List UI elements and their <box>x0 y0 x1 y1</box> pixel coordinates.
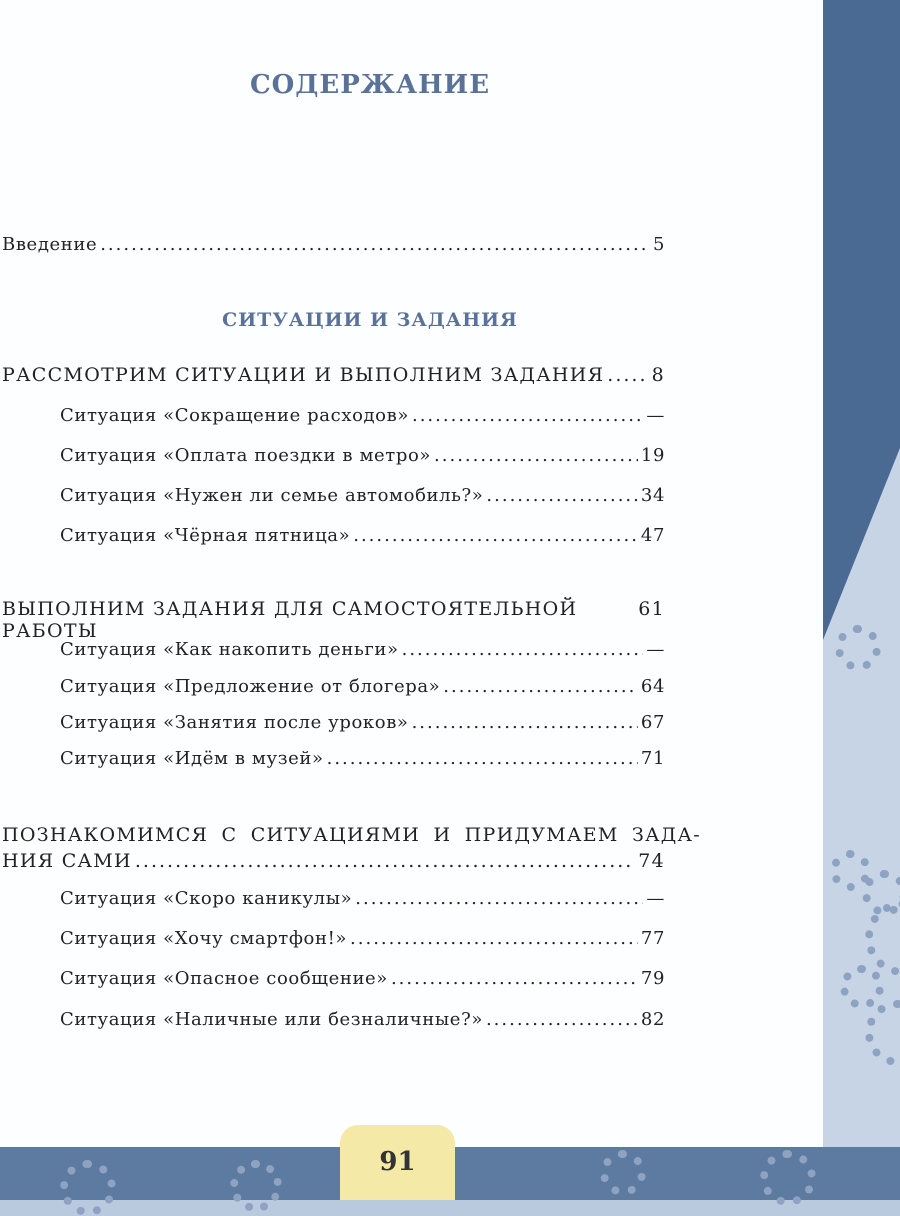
entry-label: Ситуация «Предложение от блогера» <box>60 676 441 697</box>
entry-label: Ситуация «Опасное сообщение» <box>60 968 388 989</box>
toc-group-label-line1[interactable]: ПОЗНАКОМИМСЯ С СИТУАЦИЯМИ И ПРИДУМАЕМ ЗАДА- <box>2 824 701 846</box>
toc-item[interactable] <box>60 445 665 466</box>
dot-leader <box>434 445 638 466</box>
dot-leader <box>607 364 648 386</box>
entry-label: Ситуация «Хочу смартфон!» <box>60 928 348 949</box>
dot-leader <box>443 676 638 697</box>
dot-leader <box>355 888 643 909</box>
toc-group[interactable] <box>2 598 665 642</box>
gear-icon <box>60 1160 116 1216</box>
entry-page: 47 <box>640 525 665 546</box>
dot-leader <box>412 712 638 733</box>
entry-page: 71 <box>640 748 665 769</box>
entry-page: 64 <box>640 676 665 697</box>
toc-item[interactable] <box>60 968 665 989</box>
entry-label: Ситуация «Оплата поездки в метро» <box>60 445 432 466</box>
dot-leader <box>353 525 638 546</box>
dot-leader <box>350 928 638 949</box>
entry-page: 74 <box>638 850 665 872</box>
entry-page: — <box>646 639 665 660</box>
entry-label: Ситуация «Нужен ли семье автомобиль?» <box>60 485 484 506</box>
entry-label: Ситуация «Идём в музей» <box>60 748 324 769</box>
toc-item[interactable] <box>60 888 665 909</box>
entry-page: 79 <box>640 968 665 989</box>
toc-group[interactable] <box>2 364 665 386</box>
toc-entry-intro[interactable] <box>2 234 665 255</box>
gear-icon <box>760 1150 816 1206</box>
entry-label: Ситуация «Наличные или безналичные?» <box>60 1009 483 1030</box>
dot-leader <box>100 234 650 255</box>
dot-leader <box>486 1009 638 1030</box>
dot-leader <box>402 639 644 660</box>
entry-label: Ситуация «Как накопить деньги» <box>60 639 399 660</box>
entry-label: ВЫПОЛНИМ ЗАДАНИЯ ДЛЯ САМОСТОЯТЕЛЬНОЙ РАБОТЫ <box>2 598 578 642</box>
entry-page: — <box>646 405 665 426</box>
entry-label: Ситуация «Сокращение расходов» <box>60 405 409 426</box>
toc-item[interactable] <box>60 1009 665 1030</box>
entry-page: 77 <box>640 928 665 949</box>
entry-page: 67 <box>640 712 665 733</box>
dot-leader <box>412 405 643 426</box>
gear-icon <box>230 1160 282 1212</box>
toc-item[interactable] <box>60 712 665 733</box>
gear-icon <box>835 625 881 671</box>
entry-label: Введение <box>2 234 98 255</box>
entry-label: НИЯ САМИ <box>2 850 132 872</box>
entry-page: 34 <box>640 485 665 506</box>
gear-icon <box>840 965 884 1009</box>
dot-leader <box>135 850 635 872</box>
entry-label: Ситуация «Скоро каникулы» <box>60 888 353 909</box>
entry-page: 19 <box>640 445 665 466</box>
toc-item[interactable] <box>60 639 665 660</box>
entry-page: 82 <box>640 1009 665 1030</box>
entry-page: 61 <box>638 598 665 620</box>
entry-page: — <box>646 888 665 909</box>
entry-page: 5 <box>652 234 665 255</box>
toc-item[interactable] <box>60 485 665 506</box>
dot-leader <box>391 968 638 989</box>
toc-item[interactable] <box>60 928 665 949</box>
entry-label: Ситуация «Занятия после уроков» <box>60 712 409 733</box>
toc-item[interactable] <box>60 525 665 546</box>
entry-page: 8 <box>651 364 665 386</box>
section-title: СИТУАЦИИ И ЗАДАНИЯ <box>222 309 518 331</box>
entry-label: РАССМОТРИМ СИТУАЦИИ И ВЫПОЛНИМ ЗАДАНИЯ <box>2 364 605 386</box>
page-title: СОДЕРЖАНИЕ <box>249 70 491 100</box>
toc-item[interactable] <box>60 405 665 426</box>
toc-item[interactable] <box>60 676 665 697</box>
toc-item[interactable] <box>60 748 665 769</box>
dot-leader <box>327 748 638 769</box>
toc-group[interactable] <box>2 850 665 872</box>
entry-label: Ситуация «Чёрная пятница» <box>60 525 351 546</box>
page-number: 91 <box>340 1125 455 1200</box>
dot-leader <box>486 485 637 506</box>
gear-icon <box>600 1150 646 1196</box>
